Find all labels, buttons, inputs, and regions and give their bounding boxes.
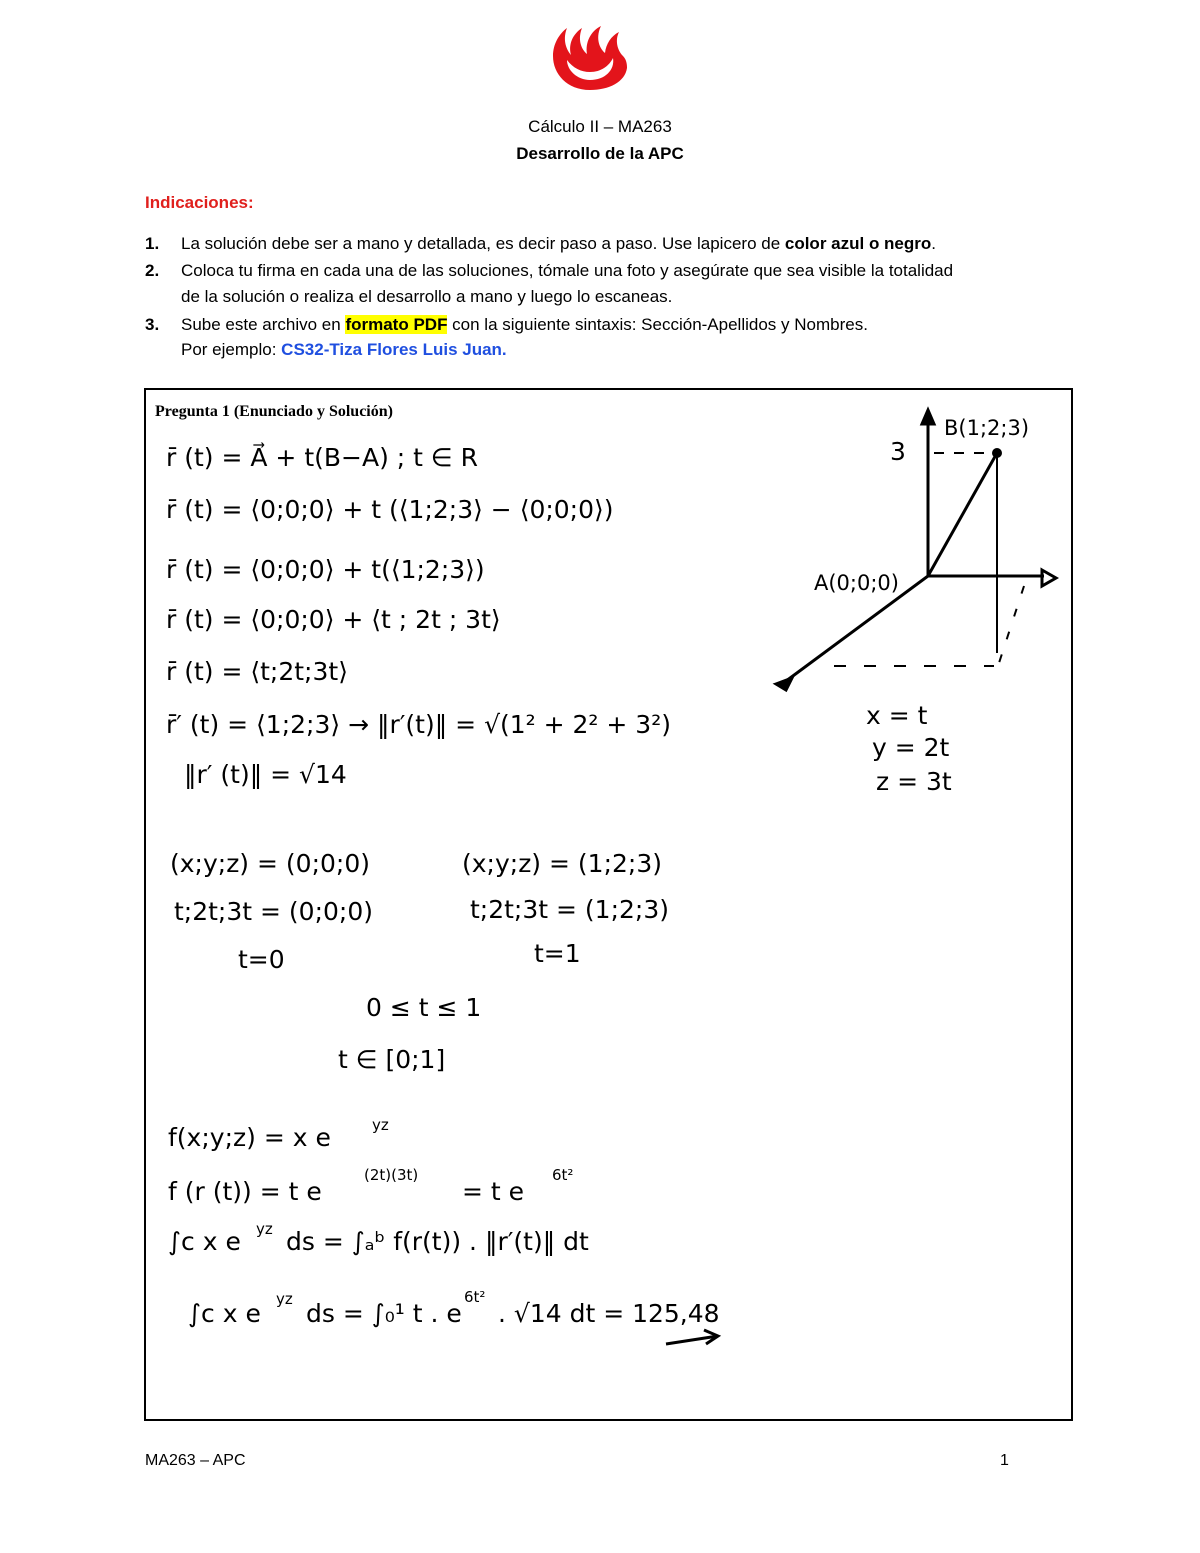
param-z: z = 3t [876, 767, 952, 796]
param-x: x = t [866, 701, 928, 730]
document-subtitle: Desarrollo de la APC [516, 144, 684, 163]
page-number: 1 [1000, 1452, 1009, 1469]
svg-text:f (r (t)) = t e: f (r (t)) = t e [168, 1177, 322, 1206]
svg-text:6t²: 6t² [552, 1166, 574, 1184]
svg-text:yz: yz [256, 1220, 273, 1238]
highlighted-text: formato PDF [345, 315, 448, 334]
item-number: 2. [145, 261, 160, 280]
z-mark-label: 3 [890, 437, 906, 466]
hw-line-5: r̄ (t) = ⟨t;2t;3t⟩ [166, 657, 348, 686]
point-b-label: B(1;2;3) [944, 416, 1030, 440]
course-title: Cálculo II – MA263 [528, 117, 672, 136]
endpoint-right-3: t=1 [534, 939, 581, 968]
interval-inequality: 0 ≤ t ≤ 1 [366, 993, 482, 1022]
svg-text:yz: yz [372, 1116, 389, 1134]
endpoint-left-3: t=0 [238, 945, 285, 974]
footer-course-code: MA263 – APC [145, 1452, 246, 1469]
f-composition [168, 1166, 573, 1206]
hw-line-6: r̄′ (t) = ⟨1;2;3⟩ → ‖r′(t)‖ = √(1² + 2² + 3²) [166, 710, 671, 739]
endpoint-left-2: t;2t;3t = (0;0;0) [174, 897, 373, 926]
example-label: Por ejemplo: [181, 340, 282, 359]
f-definition [168, 1116, 389, 1152]
item-number: 3. [145, 315, 160, 334]
item-text-continued: de la solución o realiza el desarrollo a mano y luego lo escaneas. [181, 287, 673, 306]
hw-line-3: r̄ (t) = ⟨0;0;0⟩ + t(⟨1;2;3⟩) [166, 555, 485, 584]
endpoint-right-2: t;2t;3t = (1;2;3) [470, 895, 669, 924]
university-logo [549, 22, 631, 92]
svg-text:∫c x e: ∫c x e [188, 1299, 261, 1328]
svg-text:(2t)(3t): (2t)(3t) [364, 1166, 419, 1184]
item-text-bold: color azul o negro [784, 234, 932, 253]
y-axis-arrow-icon [1042, 570, 1056, 586]
handwritten-solution [144, 388, 1073, 1421]
item-text: La solución debe ser a mano y detallada, es decir paso a paso. Use lapicero de [181, 234, 785, 253]
hw-line-7: ‖r′ (t)‖ = √14 [184, 760, 347, 789]
svg-text:ds = ∫₀¹ t . e: ds = ∫₀¹ t . e [306, 1299, 462, 1328]
line-integral-formula [168, 1220, 589, 1256]
hw-line-4: r̄ (t) = ⟨0;0;0⟩ + ⟨t ; 2t ; 3t⟩ [166, 605, 501, 634]
line-integral-result [188, 1288, 720, 1328]
item-text: Sube este archivo en [181, 315, 346, 334]
point-a-label: A(0;0;0) [814, 571, 899, 595]
endpoint-left-1: (x;y;z) = (0;0;0) [170, 849, 370, 878]
svg-text:. √14 dt = 125,48: . √14 dt = 125,48 [498, 1299, 720, 1328]
indications-heading: Indicaciones: [145, 193, 254, 212]
svg-text:= t e: = t e [462, 1177, 525, 1206]
hw-line-2: r̄ (t) = ⟨0;0;0⟩ + t (⟨1;2;3⟩ − ⟨0;0;0⟩) [166, 495, 614, 524]
result-arrow-icon [666, 1330, 718, 1344]
svg-text:f(x;y;z) = x e: f(x;y;z) = x e [168, 1123, 331, 1152]
segment-ab [928, 453, 997, 576]
x-axis-arrow-icon [776, 678, 792, 690]
svg-text:∫c x e: ∫c x e [168, 1227, 241, 1256]
example-text: CS32-Tiza Flores Luis Juan. [281, 340, 507, 359]
z-axis-arrow-icon [922, 410, 934, 424]
svg-text:6t²: 6t² [464, 1288, 486, 1306]
svg-text:yz: yz [276, 1290, 293, 1308]
question-title: Pregunta 1 (Enunciado y Solución) [155, 403, 393, 420]
param-y: y = 2t [872, 733, 950, 762]
svg-text:ds = ∫ₐᵇ f(r(t)) . ‖r′(t)‖ dt: ds = ∫ₐᵇ f(r(t)) . ‖r′(t)‖ dt [286, 1227, 589, 1256]
y-guide-dashed [999, 586, 1024, 663]
point-b-dot [992, 448, 1002, 458]
hw-line-1: r̄ (t) = A⃗ + t(B−A) ; t ∈ R [166, 443, 478, 472]
axes-diagram [776, 410, 1056, 690]
endpoint-right-1: (x;y;z) = (1;2;3) [462, 849, 662, 878]
item-text: Coloca tu firma en cada una de las soluciones, tómale una foto y asegúrate que sea visible la totalidad [181, 261, 954, 280]
interval-set: t ∈ [0;1] [338, 1045, 446, 1074]
item-number: 1. [145, 234, 160, 253]
